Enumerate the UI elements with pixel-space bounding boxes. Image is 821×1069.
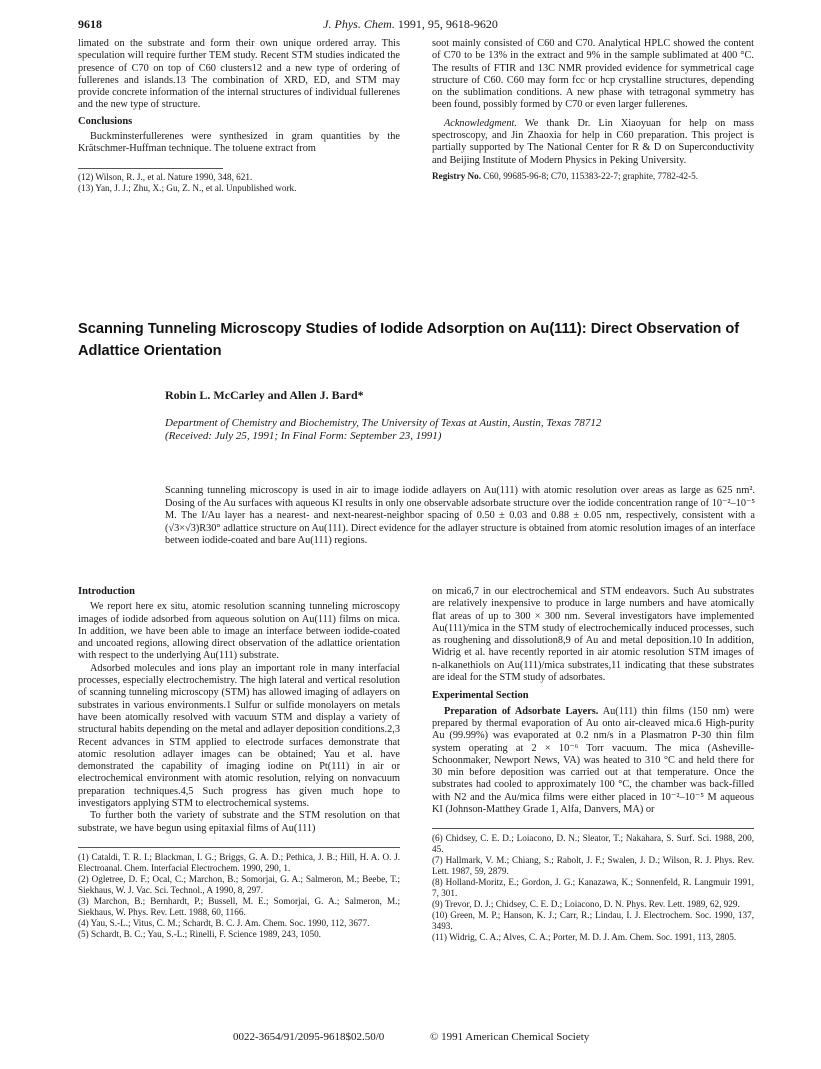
acknowledgment-text: We thank Dr. Lin Xiaoyuan for help on mass spectroscopy, and Jin Zhaoxia for help in C60 preparation. This project is partially supported by The National Center for R & D on Superconductivity and Beijing Institute of Modern Physics in Peking University. xyxy=(432,117,754,166)
body-paragraph: on mica6,7 in our electrochemical and STM endeavors. Such Au substrates are relatively inexpensive to produce in large numbers and have atomically flat areas of up to 300 × 300 nm. Several investigators have implemented Au(111)/mica in the STM study of electrochemically induced processes, such as roughening and dissolution8,9 of Au and metal deposition.10 In addition, Widrig et al. have recently reported in air atomic resolution STM images of n-alkanethiols on Au(111)/mica substrates,11 indicating that these substrates are ideal for the STM study of adsorbates. xyxy=(432,586,754,684)
acknowledgment-label: Acknowledgment. xyxy=(444,117,517,129)
article-authors: Robin L. McCarley and Allen J. Bard* xyxy=(165,388,364,402)
conclusions-heading: Conclusions xyxy=(78,115,133,127)
bottom-left-column xyxy=(78,586,400,940)
received-dates: (Received: July 25, 1991; In Final Form: September 23, 1991) xyxy=(165,430,442,442)
affiliation-block xyxy=(165,417,765,443)
body-paragraph: Buckminsterfullerenes were synthesized in gram quantities by the Krätschmer-Huffman technique. The toluene extract from xyxy=(78,131,400,155)
reference-item: (6) Chidsey, C. E. D.; Loiacono, D. N.; Sleator, T.; Nakahara, S. Surf. Sci. 1988, 200, 45. xyxy=(432,833,754,855)
body-paragraph: To further both the variety of substrate and the STM resolution on that substrate, we have begun using epitaxial films of Au(111) xyxy=(78,810,400,834)
footnote-rule xyxy=(78,168,223,169)
body-paragraph: limated on the substrate and form their own unique ordered array. This speculation will require further TEM study. Recent STM studies indicated the presence of C70 on top of C60 clusters12 and a new type of ordering of fullerenes and islands.13 The combination of XRD, ED, and STM may provide concrete information of the internal structures of individual fullerenes and the new type of structure. xyxy=(78,38,400,111)
body-paragraph xyxy=(432,706,754,817)
reference-item: (3) Marchon, B.; Bernhardt, P.; Bussell, M. E.; Somorjai, G. A.; Salmeron, M.; Siekhaus, W. Phys. Rev. Lett. 1988, 60, 1166. xyxy=(78,895,400,917)
acknowledgment xyxy=(432,118,754,167)
experimental-heading: Experimental Section xyxy=(432,690,529,702)
reference-item: (13) Yan, J. J.; Zhu, X.; Gu, Z. N., et al. Unpublished work. xyxy=(78,182,297,193)
running-header xyxy=(0,17,821,32)
footnote-rule xyxy=(78,847,400,848)
article-title: Scanning Tunneling Microscopy Studies of Iodide Adsorption on Au(111): Direct Observation of Adlattice Orientation xyxy=(78,321,740,359)
subsection-label: Preparation of Adsorbate Layers. xyxy=(444,705,599,717)
footnote-rule xyxy=(432,828,754,829)
reference-list xyxy=(78,852,400,940)
year-volume-pages: 1991, 95, 9618-9620 xyxy=(397,17,498,31)
registry-text: C60, 99685-96-8; C70, 115383-22-7; graphite, 7782-42-5. xyxy=(483,170,699,181)
introduction-heading: Introduction xyxy=(78,586,135,597)
page-number: 9618 xyxy=(78,17,102,31)
reference-list xyxy=(78,172,400,194)
body-paragraph: Adsorbed molecules and ions play an important role in many interfacial processes, especially electrochemistry. The high lateral and vertical resolution of scanning tunneling microscopy (STM) has allowed imaging of adlayers on substrates in various environments.1 Sulfur or sulfide monolayers on metals have been atomically resolved with vacuum STM and display a variety of structural habits depending on the metal and adlayer deposition conditions.2,3 Recent advances in STM applied to electrode surfaces demonstrate that atomic resolution adlayer images can be obtained; Yau et al. have demonstrated the capability of imaging iodine on Pt(111) in air or electrochemical environment with atomic resolution, relying on nonvacuum preparation techniques.4,5 Such progress has given much hope to investigators applying STM to electrochemical systems. xyxy=(78,662,400,810)
journal-name: J. Phys. Chem. xyxy=(323,17,395,31)
reference-item: (4) Yau, S.-L.; Vitus, C. M.; Schardt, B. C. J. Am. Chem. Soc. 1990, 112, 3677. xyxy=(78,917,370,928)
reference-item: (11) Widrig, C. A.; Alves, C. A.; Porter, M. D. J. Am. Chem. Soc. 1991, 113, 2805. xyxy=(432,932,737,943)
reference-item: (10) Green, M. P.; Hanson, K. J.; Carr, R.; Lindau, I. J. Electrochem. Soc. 1990, 137, 3493. xyxy=(432,910,754,932)
reference-item: (1) Cataldi, T. R. I.; Blackman, I. G.; Briggs, G. A. D.; Pethica, J. B.; Hill, H. A. O. J. Electroanal. Chem. Interfacial Electrochem. 1990, 290, 1. xyxy=(78,851,400,873)
article-code: 0022-3654/91/2095-9618$02.50/0 xyxy=(233,1031,385,1043)
subsection-text: Au(111) thin films (150 nm) were prepared by thermal evaporation of Au onto air-cleaved mica.6 High-purity Au (99.99%) was evaporated at 0.2 nm/s in a Plasmatron P-30 thin film system operating at 2 × 10⁻⁶ Torr vacuum. The mica (Asheville-Schoonmaker, Newport News, VA) was heated to 310 °C and held there for 30 min before deposition was carried out at that temperature. Once the substrates had cooled to approximately 100 °C, the chamber was back-filled with N2 and the Au/mica films were either placed in 10⁻²–10⁻⁵ M aqueous KI (Johnson-Matthey Grade 1, Alfa, Danvers, MA) or xyxy=(432,705,754,816)
reference-item: (7) Hallmark, V. M.; Chiang, S.; Rabolt, J. F.; Swalen, J. D.; Wilson, R. J. Phys. Rev. Lett. 1987, 59, 2879. xyxy=(432,855,754,877)
top-right-column xyxy=(432,38,754,182)
registry-numbers xyxy=(432,170,754,182)
affiliation: Department of Chemistry and Biochemistry, The University of Texas at Austin, Austin, Texas 78712 xyxy=(165,417,602,429)
body-paragraph: We report here ex situ, atomic resolution scanning tunneling microscopy images of iodide adsorbed from aqueous solution on Au(111) films on mica. In addition, we have been able to image an interface between iodide-coated and uncoated regions, allowing direct observation of the adlattice orientation with respect to the underlying Au(111) substrate. xyxy=(78,601,400,662)
body-paragraph: soot mainly consisted of C60 and C70. Analytical HPLC showed the content of C70 to be 13% in the extract and 9% in the sample sublimated at 400 °C. The results of FTIR and 13C NMR provided evidence for symmetrical cage structure of C60. C60 may form fcc or hcp crystalline structures, depending on the sublimation conditions. A new phase with tetragonal symmetry has been found, possibly formed by C70 or even larger fullerenes. xyxy=(432,38,754,111)
reference-list xyxy=(432,833,754,943)
top-left-column xyxy=(78,38,400,194)
registry-label: Registry No. xyxy=(432,170,481,181)
copyright: © 1991 American Chemical Society xyxy=(430,1031,590,1043)
reference-item: (5) Schardt, B. C.; Yau, S.-L.; Rinelli, F. Science 1989, 243, 1050. xyxy=(78,928,321,939)
abstract: Scanning tunneling microscopy is used in air to image iodide adlayers on Au(111) with atomic resolution over areas as large as 625 nm². Dosing of the Au surfaces with aqueous KI results in only one observable adsorbate structure over the iodide concentration range of 10⁻²–10⁻⁵ M. The I/Au layer has a nearest- and next-nearest-neighbor spacing of 0.50 ± 0.03 and 0.88 ± 0.05 nm, respectively, consistent with a (√3×√3)R30° adlattice structure on Au(111). Direct evidence for the adlayer structure is obtained from atomic resolution images of an interface between iodide-coated and bare Au(111) regions. xyxy=(165,485,756,546)
reference-item: (8) Holland-Moritz, E.; Gordon, J. G.; Kanazawa, K.; Sonnenfeld, R. Langmuir 1991, 7, 301. xyxy=(432,877,754,899)
reference-item: (2) Ogletree, D. F.; Ocal, C.; Marchon, B.; Somorjai, G. A.; Salmeron, M.; Beebe, T.; Siekhaus, W. J. Vac. Sci. Technol., A 1990, 8, 297. xyxy=(78,873,400,895)
reference-item: (9) Trevor, D. J.; Chidsey, C. E. D.; Loiacono, D. N. Phys. Rev. Lett. 1989, 62, 929. xyxy=(432,899,740,910)
reference-item: (12) Wilson, R. J., et al. Nature 1990, 348, 621. xyxy=(78,171,253,182)
bottom-right-column xyxy=(432,586,754,943)
